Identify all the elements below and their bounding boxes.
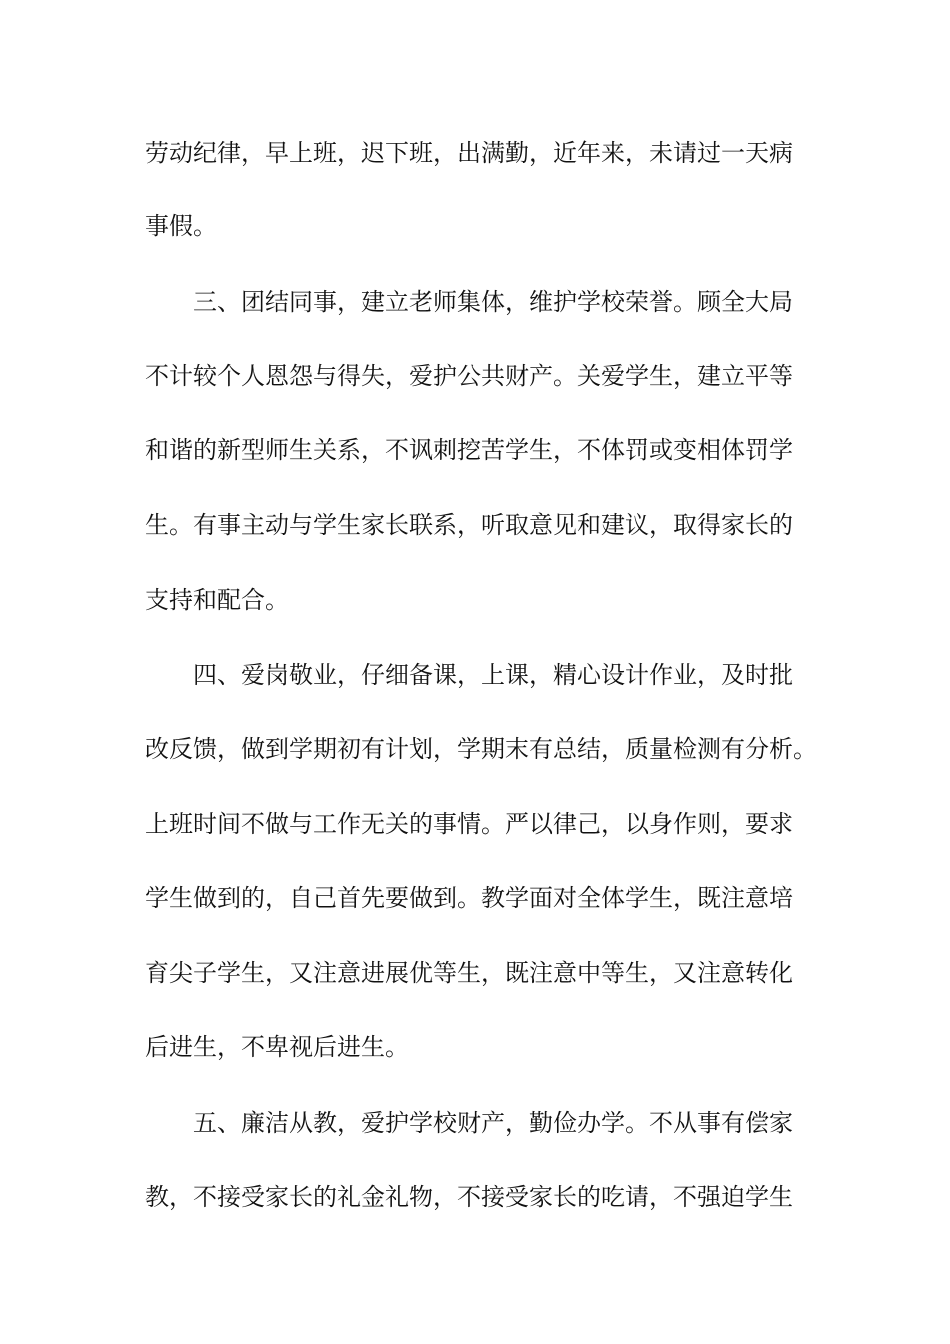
text-line: 学生做到的，自己首先要做到。教学面对全体学生，既注意培	[145, 884, 793, 912]
text-line: 后进生，不卑视后进生。	[145, 1033, 409, 1061]
text-line: 和谐的新型师生关系，不讽刺挖苦学生，不体罚或变相体罚学	[145, 436, 793, 464]
text-line: 不计较个人恩怨与得失，爱护公共财产。关爱学生，建立平等	[145, 362, 793, 390]
paragraph-start-line: 五、廉洁从教，爱护学校财产，勤俭办学。不从事有偿家	[193, 1109, 793, 1137]
text-line: 支持和配合。	[145, 586, 289, 614]
text-line: 改反馈，做到学期初有计划，学期末有总结，质量检测有分析。	[145, 735, 817, 763]
text-line: 上班时间不做与工作无关的事情。严以律己，以身作则，要求	[145, 810, 793, 838]
text-line: 生。有事主动与学生家长联系，听取意见和建议，取得家长的	[145, 511, 793, 539]
text-line: 教，不接受家长的礼金礼物，不接受家长的吃请，不强迫学生	[145, 1183, 793, 1211]
text-line: 事假。	[145, 212, 217, 240]
paragraph-start-line: 三、团结同事，建立老师集体，维护学校荣誉。顾全大局	[193, 288, 793, 316]
paragraph-start-line: 四、爱岗敬业，仔细备课，上课，精心设计作业，及时批	[193, 661, 793, 689]
text-line: 劳动纪律，早上班，迟下班，出满勤，近年来，未请过一天病	[145, 139, 793, 167]
text-line: 育尖子学生，又注意进展优等生，既注意中等生，又注意转化	[145, 959, 793, 987]
